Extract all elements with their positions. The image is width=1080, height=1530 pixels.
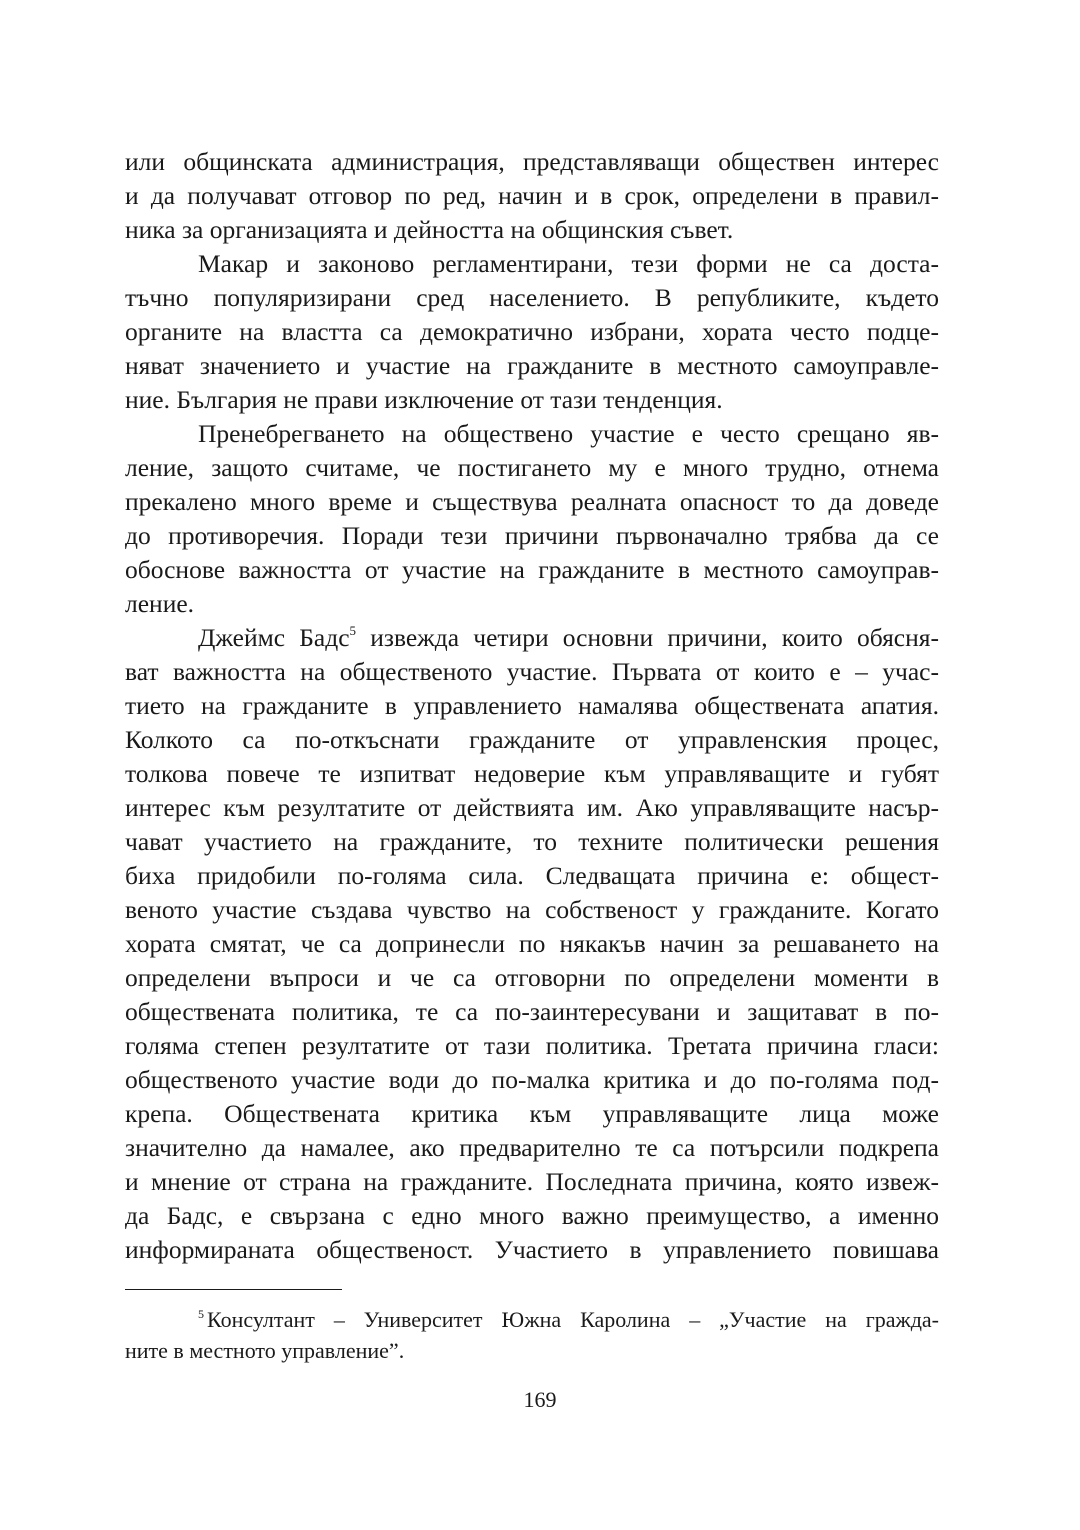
body-line: ника за организацията и дейността на общинския съвет. [125, 215, 734, 244]
body-line: или общинската администрация, представляващи обществен интерес [125, 147, 939, 176]
body-line: обоснове важността от участие на гражданите в местното самоуправ- [125, 555, 939, 584]
footnote-line [198, 1305, 939, 1335]
body-line: да Бадс, е свързана с едно много важно преимущество, а именно [125, 1201, 939, 1230]
footnote-separator [125, 1289, 342, 1290]
body-line: ват важността на общественото участие. Първата от които е – учас- [125, 657, 939, 686]
body-line: тъчно популяризирани сред населението. В републиките, където [125, 283, 939, 312]
body-line [198, 621, 939, 655]
body-line: ние. България не прави изключение от тази тенденция. [125, 385, 723, 414]
body-line: органите на властта са демократично избрани, хората често подце- [125, 317, 939, 346]
body-line: ление, защото считаме, че постигането му е много трудно, отнема [125, 453, 939, 482]
body-line: няват значението и участие на гражданите в местното самоуправле- [125, 351, 939, 380]
body-line: информираната общественост. Участието в управлението повишава [125, 1235, 939, 1264]
body-line: веното участие създава чувство на собственост у гражданите. Когато [125, 895, 939, 924]
body-line: определени въпроси и че са отговорни по определени моменти в [125, 963, 939, 992]
body-line: прекалено много време и съществува реалната опасност то да доведе [125, 487, 939, 516]
body-line: биха придобили по-голяма сила. Следващата причина е: общест- [125, 861, 939, 890]
body-line: до противоречия. Поради тези причини първоначално трябва да се [125, 521, 939, 550]
page-number: 169 [523, 1387, 557, 1412]
body-line: хората смятат, че са допринесли по някакъв начин за решаването на [125, 929, 939, 958]
body-line: Макар и законово регламентирани, тези форми не са доста- [198, 249, 939, 278]
body-line: крепа. Обществената критика към управляващите лица може [125, 1099, 939, 1128]
footnote-text: Консултант – Университет Южна Каролина – „Участие на гражда- [207, 1307, 939, 1332]
body-line: чават участието на гражданите, то техните политически решения [125, 827, 939, 856]
body-line: и мнение от страна на гражданите. Последната причина, която извеж- [125, 1167, 939, 1196]
author-name: Джеймс Бадс [198, 623, 350, 652]
body-line: значително да намалее, ако предварително те са потърсили подкрепа [125, 1133, 939, 1162]
body-line: Колкото са по-откъснати гражданите от управленския процес, [125, 725, 939, 754]
body-line: общественото участие води до по-малка критика и до по-голяма под- [125, 1065, 939, 1094]
footnote-marker: 5 [198, 1307, 204, 1321]
body-text: извежда четири основни причини, които обясня- [356, 623, 939, 652]
body-line: интерес към резултатите от действията им. Ако управляващите насър- [125, 793, 939, 822]
body-line: голяма степен резултатите от тази политика. Третата причина гласи: [125, 1031, 939, 1060]
body-line: толкова повече те изпитват недоверие към управляващите и губят [125, 759, 939, 788]
body-line: обществената политика, те са по-заинтересувани и защитават в по- [125, 997, 939, 1026]
footnote-line: ните в местното управление”. [125, 1338, 405, 1363]
body-line: Пренебрегването на обществено участие е често срещано яв- [198, 419, 939, 448]
footnote-reference: 5 [349, 623, 357, 638]
body-line: и да получават отговор по ред, начин и в срок, определени в правил- [125, 181, 939, 210]
body-line: тието на гражданите в управлението намалява обществената апатия. [125, 691, 939, 720]
body-line: ление. [125, 589, 195, 618]
